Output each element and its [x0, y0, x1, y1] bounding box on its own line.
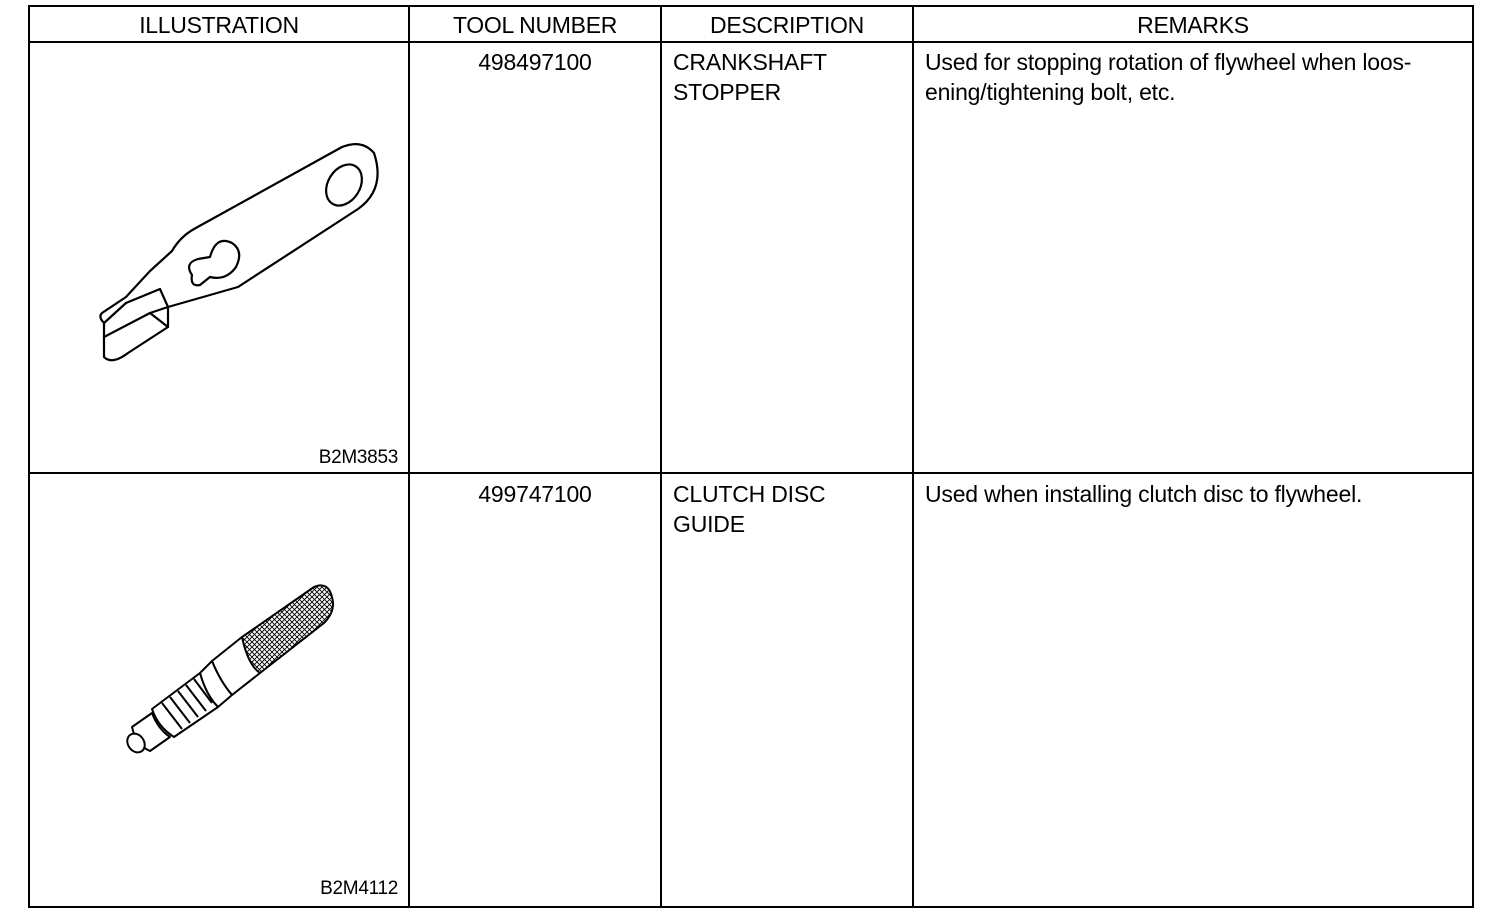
header-tool-number: TOOL NUMBER: [452, 12, 618, 38]
clutch-disc-guide-icon: [92, 577, 342, 757]
header-divider: [30, 41, 1472, 43]
figure-code: B2M4112: [320, 878, 398, 899]
description: [673, 479, 909, 539]
description-line: STOPPER: [673, 79, 782, 105]
remarks-line: Used for stopping rotation of flywheel when loos-: [925, 49, 1412, 75]
row-divider: [30, 472, 1472, 474]
crankshaft-stopper-icon: [60, 127, 360, 367]
description-line: CRANKSHAFT: [673, 49, 827, 75]
tool-number: 498497100: [478, 49, 592, 75]
remarks: [925, 47, 1473, 107]
column-divider: [912, 7, 914, 906]
special-tools-table: [28, 5, 1474, 908]
remarks-line: ening/tightening bolt, etc.: [925, 79, 1176, 105]
remarks-line: Used when installing clutch disc to flywheel.: [925, 481, 1363, 507]
column-divider: [660, 7, 662, 906]
header-description: DESCRIPTION: [710, 12, 864, 38]
header-illustration: ILLUSTRATION: [139, 12, 299, 38]
remarks: [925, 479, 1473, 509]
tool-number: 499747100: [478, 481, 592, 507]
column-divider: [408, 7, 410, 906]
description: [673, 47, 909, 107]
description-line: CLUTCH DISC: [673, 481, 826, 507]
figure-code: B2M3853: [318, 447, 398, 468]
header-remarks: REMARKS: [1137, 12, 1249, 38]
description-line: GUIDE: [673, 511, 745, 537]
